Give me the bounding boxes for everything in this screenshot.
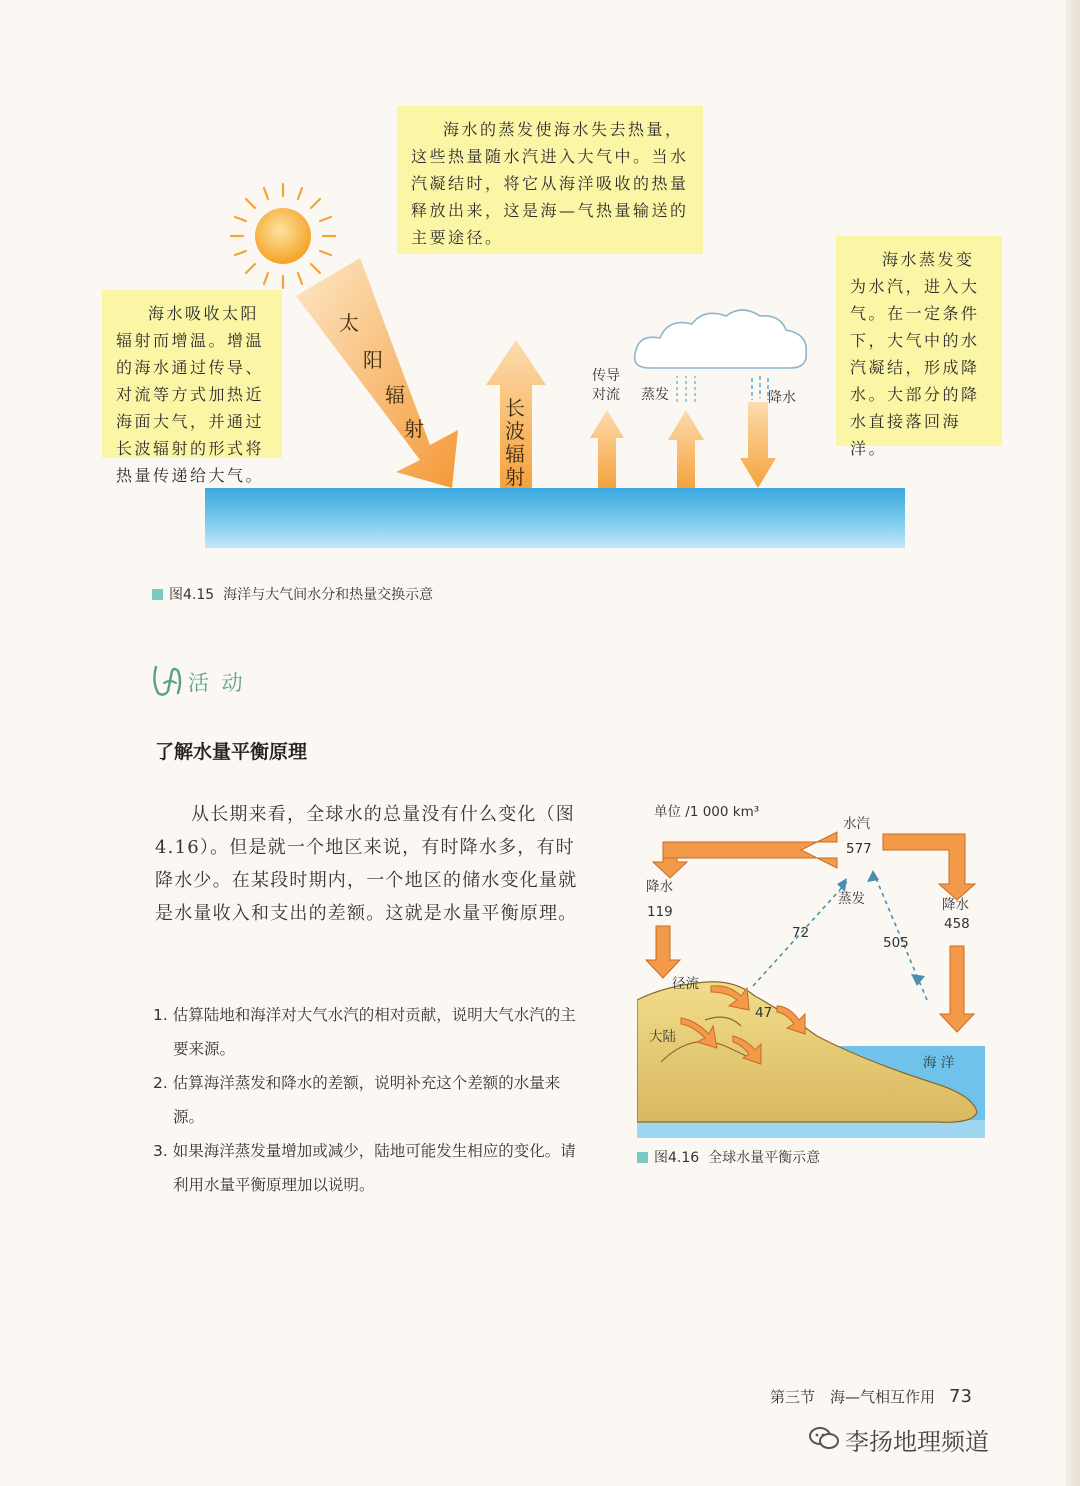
longwave-label-3: 辐 (505, 442, 525, 466)
activity-paragraph (155, 798, 585, 930)
land-evap-value: 72 (792, 925, 810, 941)
vapor-value: 577 (846, 841, 872, 857)
fig15-caption-num: 图4.15 (169, 587, 215, 603)
solar-label-3: 辐 (385, 383, 405, 407)
caption-marker (637, 1152, 648, 1163)
evaporation-label-fig16: 蒸发 (838, 891, 865, 907)
question-item: 1. 估算陆地和海洋对大气水汽的相对贡献，说明大气水汽的主要来源。 (153, 1006, 576, 1058)
solar-label-2: 阳 (363, 348, 383, 372)
fig16-caption-text: 全球水量平衡示意 (708, 1150, 821, 1166)
sun-icon (231, 184, 335, 288)
rain-icon (752, 376, 768, 400)
longwave-label-1: 长 (505, 396, 525, 420)
activity-icon (150, 663, 184, 699)
land-precip-arrow (646, 926, 680, 978)
note-solar-absorption-text: 海水吸收太阳辐射而增温。增温的海水通过传导、对流等方式加热近海面大气，并通过长波辐射的形式将热量传递给大气。 (116, 304, 265, 485)
wechat-icon (808, 1424, 840, 1452)
vapor-to-ocean-bar (883, 834, 975, 900)
sea-surface (205, 488, 905, 548)
runoff-value: 47 (755, 1005, 773, 1021)
cloud-icon (635, 310, 807, 368)
evaporation-dashes (677, 376, 695, 402)
land-label: 大陆 (649, 1029, 676, 1045)
question-item: 3. 如果海洋蒸发量增加或减少，陆地可能发生相应的变化。请利用水量平衡原理加以说明。 (153, 1142, 576, 1194)
note-precipitation-text: 海水蒸发变为水汽，进入大气。在一定条件下，大气中的水汽凝结，形成降水。大部分的降水直接落回海洋。 (850, 250, 980, 458)
land-precip-label: 降水 (646, 879, 673, 895)
evaporation-arrow (668, 410, 704, 488)
conduction-label-2: 对流 (592, 387, 620, 403)
question-item: 2. 估算海洋蒸发和降水的差额，说明补充这个差额的水量来源。 (153, 1074, 561, 1126)
evaporation-label: 蒸发 (641, 387, 669, 403)
conduction-label-1: 传导 (592, 368, 620, 384)
vapor-to-land-arrow (663, 832, 837, 868)
land-precip-top-arrow (653, 858, 687, 878)
precipitation-label: 降水 (768, 390, 796, 406)
solar-radiation-arrow (296, 258, 458, 488)
footer-section: 第三节 海—气相互作用 (770, 1388, 936, 1406)
land-precip-value: 119 (647, 904, 673, 920)
ocean-label: 海 洋 (923, 1055, 955, 1071)
runoff-label: 径流 (672, 976, 699, 992)
fig16-caption (637, 1147, 820, 1167)
precipitation-arrow (740, 402, 776, 488)
ocean-precip-label: 降水 (942, 897, 969, 913)
vapor-label: 水汽 (843, 816, 870, 832)
fig16-caption-num: 图4.16 (654, 1150, 700, 1166)
fig16-graphics (637, 800, 985, 1138)
fig16-diagram (637, 800, 985, 1138)
note-evaporation-heat-text: 海水的蒸发使海水失去热量，这些热量随水汽进入大气中。当水汽凝结时，将它从海洋吸收的热量释放出来，这是海—气热量输送的主要途径。 (411, 120, 689, 247)
fig15-caption (152, 584, 433, 604)
ocean-evap-value: 505 (883, 935, 909, 951)
caption-marker (152, 589, 163, 600)
ocean-precip-value: 458 (944, 916, 970, 932)
longwave-label-2: 波 (505, 419, 525, 443)
activity-heading: 活 动 (188, 671, 246, 695)
watermark-text: 李扬地理频道 (845, 1428, 989, 1456)
page-footer (770, 1386, 972, 1407)
solar-label-1: 太 (339, 311, 359, 335)
ocean-precip-arrow (940, 946, 974, 1032)
activity-paragraph-text: 从长期来看，全球水的总量没有什么变化（图4.16）。但是就一个地区来说，有时降水多，有时降水少。在某段时期内，一个地区的储水变化量就是水量收入和支出的差额。这就是水量平衡原理。 (155, 804, 578, 924)
conduction-arrow (590, 410, 624, 488)
longwave-label-4: 射 (505, 465, 525, 489)
activity-title: 了解水量平衡原理 (155, 741, 308, 763)
page-number: 73 (949, 1386, 972, 1407)
fig15-caption-text: 海洋与大气间水分和热量交换示意 (223, 587, 434, 603)
fig16-unit: 单位 /1 000 km³ (654, 804, 760, 820)
question-list (153, 998, 583, 1202)
solar-label-4: 射 (404, 417, 424, 441)
